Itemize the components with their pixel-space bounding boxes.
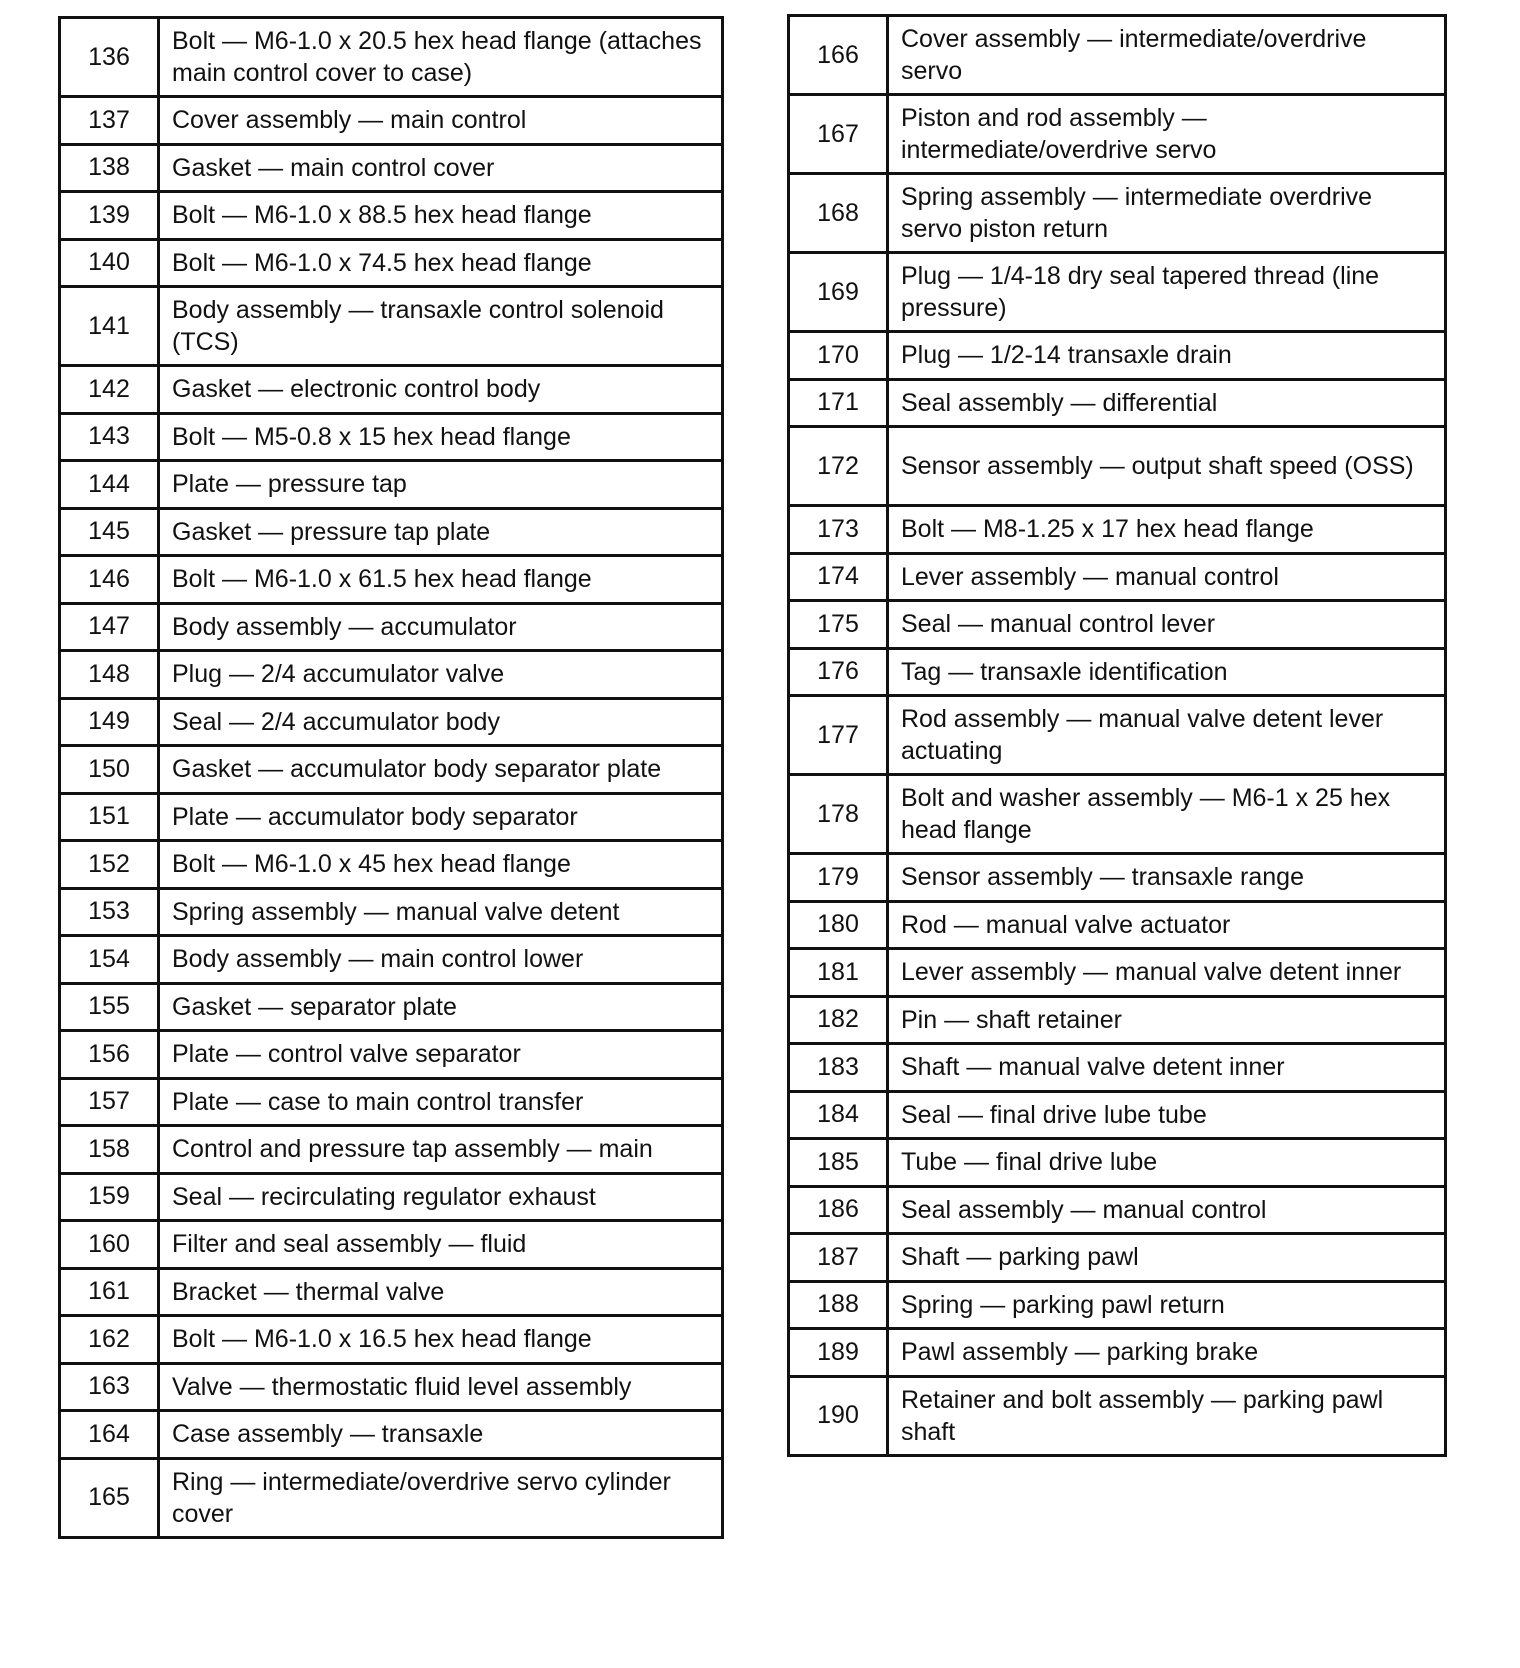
part-description: Valve — thermostatic fluid level assembly <box>159 1363 723 1411</box>
part-description: Retainer and bolt assembly — parking pawl shaft <box>888 1376 1446 1455</box>
part-number: 171 <box>789 379 888 427</box>
part-description: Spring assembly — intermediate overdrive servo piston return <box>888 174 1446 253</box>
table-row <box>789 854 1446 902</box>
part-description: Plate — accumulator body separator <box>159 793 723 841</box>
table-row <box>60 651 723 699</box>
table-row <box>60 556 723 604</box>
table-row <box>789 775 1446 854</box>
part-description: Filter and seal assembly — fluid <box>159 1221 723 1269</box>
table-row <box>789 95 1446 174</box>
part-description: Body assembly — transaxle control solenoid (TCS) <box>159 287 723 366</box>
table-row <box>60 461 723 509</box>
part-number: 181 <box>789 949 888 997</box>
part-number: 140 <box>60 239 159 287</box>
part-number: 173 <box>789 506 888 554</box>
part-description: Seal — 2/4 accumulator body <box>159 698 723 746</box>
part-description: Sensor assembly — transaxle range <box>888 854 1446 902</box>
part-description: Spring — parking pawl return <box>888 1281 1446 1329</box>
part-number: 174 <box>789 553 888 601</box>
table-row <box>789 1139 1446 1187</box>
table-row <box>60 18 723 97</box>
part-description: Spring assembly — manual valve detent <box>159 888 723 936</box>
part-number: 161 <box>60 1268 159 1316</box>
part-number: 165 <box>60 1458 159 1537</box>
part-number: 188 <box>789 1281 888 1329</box>
table-row <box>789 332 1446 380</box>
part-number: 144 <box>60 461 159 509</box>
part-number: 184 <box>789 1091 888 1139</box>
part-number: 179 <box>789 854 888 902</box>
part-number: 154 <box>60 936 159 984</box>
part-description: Plug — 2/4 accumulator valve <box>159 651 723 699</box>
part-description: Pin — shaft retainer <box>888 996 1446 1044</box>
table-row <box>60 1126 723 1174</box>
table-row <box>60 366 723 414</box>
table-row <box>789 427 1446 506</box>
part-number: 152 <box>60 841 159 889</box>
table-row <box>60 1221 723 1269</box>
table-row <box>789 696 1446 775</box>
part-number: 190 <box>789 1376 888 1455</box>
table-row <box>789 1234 1446 1282</box>
part-description: Seal — final drive lube tube <box>888 1091 1446 1139</box>
part-description: Piston and rod assembly — intermediate/overdrive servo <box>888 95 1446 174</box>
parts-table-right-body <box>789 16 1446 1456</box>
part-number: 170 <box>789 332 888 380</box>
table-row <box>60 97 723 145</box>
part-number: 157 <box>60 1078 159 1126</box>
table-row <box>60 239 723 287</box>
table-row <box>789 949 1446 997</box>
part-number: 160 <box>60 1221 159 1269</box>
part-number: 187 <box>789 1234 888 1282</box>
table-row <box>789 253 1446 332</box>
part-description: Tube — final drive lube <box>888 1139 1446 1187</box>
part-description: Seal — recirculating regulator exhaust <box>159 1173 723 1221</box>
table-row <box>789 174 1446 253</box>
table-row <box>60 1363 723 1411</box>
parts-table-left <box>58 16 724 1539</box>
part-number: 180 <box>789 901 888 949</box>
part-number: 158 <box>60 1126 159 1174</box>
part-number: 153 <box>60 888 159 936</box>
part-number: 172 <box>789 427 888 506</box>
table-row <box>789 1186 1446 1234</box>
part-description: Bolt — M6-1.0 x 20.5 hex head flange (attaches main control cover to case) <box>159 18 723 97</box>
part-description: Bolt — M6-1.0 x 16.5 hex head flange <box>159 1316 723 1364</box>
part-description: Tag — transaxle identification <box>888 648 1446 696</box>
part-description: Plate — case to main control transfer <box>159 1078 723 1126</box>
table-row <box>789 553 1446 601</box>
part-number: 186 <box>789 1186 888 1234</box>
table-row <box>60 1268 723 1316</box>
part-description: Gasket — pressure tap plate <box>159 508 723 556</box>
part-description: Lever assembly — manual valve detent inner <box>888 949 1446 997</box>
part-number: 156 <box>60 1031 159 1079</box>
part-description: Bracket — thermal valve <box>159 1268 723 1316</box>
table-row <box>60 413 723 461</box>
table-row <box>789 901 1446 949</box>
part-description: Body assembly — accumulator <box>159 603 723 651</box>
table-row <box>789 601 1446 649</box>
table-row <box>789 16 1446 95</box>
part-description: Bolt — M6-1.0 x 88.5 hex head flange <box>159 192 723 240</box>
part-number: 138 <box>60 144 159 192</box>
part-number: 142 <box>60 366 159 414</box>
part-description: Gasket — accumulator body separator plate <box>159 746 723 794</box>
table-row <box>60 1411 723 1459</box>
part-number: 167 <box>789 95 888 174</box>
part-description: Plug — 1/2-14 transaxle drain <box>888 332 1446 380</box>
part-number: 163 <box>60 1363 159 1411</box>
table-row <box>60 793 723 841</box>
table-row <box>789 996 1446 1044</box>
table-row <box>60 1316 723 1364</box>
part-number: 148 <box>60 651 159 699</box>
part-number: 175 <box>789 601 888 649</box>
part-description: Control and pressure tap assembly — main <box>159 1126 723 1174</box>
part-description: Bolt — M6-1.0 x 74.5 hex head flange <box>159 239 723 287</box>
part-description: Bolt — M5-0.8 x 15 hex head flange <box>159 413 723 461</box>
part-number: 169 <box>789 253 888 332</box>
part-description: Bolt — M6-1.0 x 45 hex head flange <box>159 841 723 889</box>
table-row <box>60 1458 723 1537</box>
part-number: 183 <box>789 1044 888 1092</box>
table-row <box>789 648 1446 696</box>
table-row <box>60 698 723 746</box>
part-number: 150 <box>60 746 159 794</box>
table-row <box>789 379 1446 427</box>
part-description: Rod assembly — manual valve detent lever actuating <box>888 696 1446 775</box>
table-row <box>789 1091 1446 1139</box>
part-description: Plate — control valve separator <box>159 1031 723 1079</box>
table-row <box>60 1031 723 1079</box>
table-row <box>60 888 723 936</box>
table-row <box>60 508 723 556</box>
table-row <box>60 144 723 192</box>
part-number: 151 <box>60 793 159 841</box>
part-description: Gasket — main control cover <box>159 144 723 192</box>
part-description: Shaft — manual valve detent inner <box>888 1044 1446 1092</box>
part-number: 177 <box>789 696 888 775</box>
part-number: 182 <box>789 996 888 1044</box>
part-description: Seal assembly — differential <box>888 379 1446 427</box>
part-number: 178 <box>789 775 888 854</box>
part-number: 162 <box>60 1316 159 1364</box>
part-number: 147 <box>60 603 159 651</box>
parts-table-right <box>787 14 1447 1457</box>
part-number: 155 <box>60 983 159 1031</box>
table-row <box>60 1078 723 1126</box>
table-row <box>60 1173 723 1221</box>
table-row <box>789 1376 1446 1455</box>
part-description: Lever assembly — manual control <box>888 553 1446 601</box>
part-description: Cover assembly — intermediate/overdrive servo <box>888 16 1446 95</box>
part-description: Plug — 1/4-18 dry seal tapered thread (line pressure) <box>888 253 1446 332</box>
part-number: 137 <box>60 97 159 145</box>
part-description: Rod — manual valve actuator <box>888 901 1446 949</box>
part-number: 189 <box>789 1329 888 1377</box>
part-number: 149 <box>60 698 159 746</box>
part-number: 141 <box>60 287 159 366</box>
part-number: 164 <box>60 1411 159 1459</box>
table-row <box>60 936 723 984</box>
part-description: Seal assembly — manual control <box>888 1186 1446 1234</box>
part-number: 143 <box>60 413 159 461</box>
part-description: Body assembly — main control lower <box>159 936 723 984</box>
table-row <box>60 841 723 889</box>
part-description: Gasket — electronic control body <box>159 366 723 414</box>
part-number: 145 <box>60 508 159 556</box>
table-row <box>60 746 723 794</box>
table-row <box>60 287 723 366</box>
part-description: Case assembly — transaxle <box>159 1411 723 1459</box>
table-row <box>789 1281 1446 1329</box>
part-number: 139 <box>60 192 159 240</box>
part-description: Sensor assembly — output shaft speed (OSS) <box>888 427 1446 506</box>
part-description: Seal — manual control lever <box>888 601 1446 649</box>
part-number: 146 <box>60 556 159 604</box>
part-description: Gasket — separator plate <box>159 983 723 1031</box>
part-number: 136 <box>60 18 159 97</box>
part-number: 176 <box>789 648 888 696</box>
part-number: 159 <box>60 1173 159 1221</box>
table-row <box>60 603 723 651</box>
part-description: Cover assembly — main control <box>159 97 723 145</box>
part-description: Ring — intermediate/overdrive servo cylinder cover <box>159 1458 723 1537</box>
part-number: 185 <box>789 1139 888 1187</box>
table-row <box>789 1329 1446 1377</box>
table-row <box>789 506 1446 554</box>
part-description: Plate — pressure tap <box>159 461 723 509</box>
part-description: Bolt and washer assembly — M6-1 x 25 hex head flange <box>888 775 1446 854</box>
table-row <box>60 192 723 240</box>
table-row <box>60 983 723 1031</box>
parts-table-left-body <box>60 18 723 1538</box>
part-description: Pawl assembly — parking brake <box>888 1329 1446 1377</box>
part-number: 166 <box>789 16 888 95</box>
part-description: Shaft — parking pawl <box>888 1234 1446 1282</box>
table-row <box>789 1044 1446 1092</box>
part-description: Bolt — M6-1.0 x 61.5 hex head flange <box>159 556 723 604</box>
part-number: 168 <box>789 174 888 253</box>
part-description: Bolt — M8-1.25 x 17 hex head flange <box>888 506 1446 554</box>
